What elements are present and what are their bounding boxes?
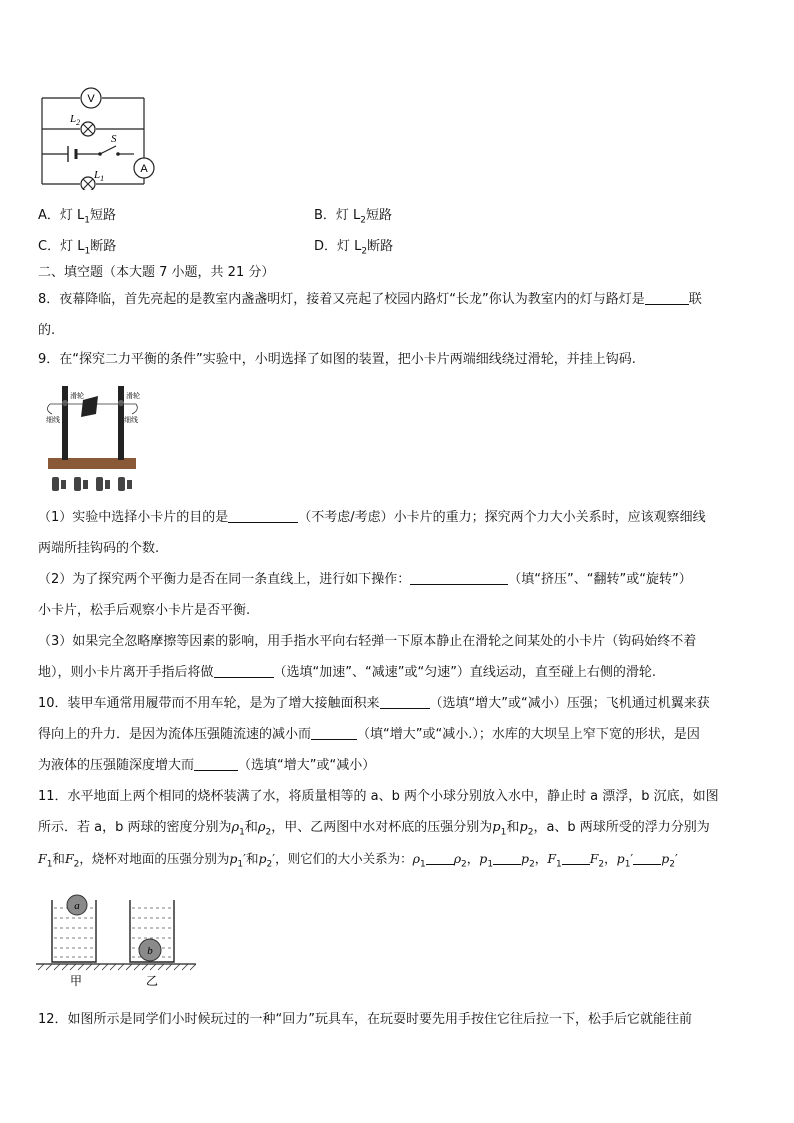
- q11-beakers-figure: [36, 892, 196, 990]
- circuit-diagram: [38, 86, 158, 190]
- q11-blank-1[interactable]: [426, 850, 454, 865]
- lamp-l2-sub: 2: [76, 118, 81, 127]
- beaker-2-label: 乙: [145, 974, 159, 988]
- q9-p3-line1: （3）如果完全忽略摩擦等因素的影响，用手指水平向右轻弹一下原本静止在滑轮之间某处的小卡片（钩码始终不着: [38, 634, 697, 649]
- ammeter-label: A: [140, 163, 148, 175]
- section-title: 二、填空题（本大题 7 小题，共 21 分）: [38, 265, 275, 280]
- ammeter-symbol: [134, 158, 154, 178]
- q11-line2: 所示．若 a，b 两球的密度分别为$\rho_1$和$\rho_2$，甲、乙两图中水对杯底的压强分别为$p_1$和$p_2$，a、b 两球所受的浮力分别为: [38, 820, 710, 838]
- q9-p1-line2: 两端所挂钩码的个数.: [38, 541, 160, 556]
- option-b: B．灯 $L_2$短路: [314, 208, 393, 226]
- q8-line1: 8．夜幕降临，首先亮起的是教室内盏盏明灯，接着又亮起了校园内路灯“长龙”你认为教室内的灯与路灯是 联: [38, 292, 702, 307]
- thread-right-label: 细线: [124, 416, 138, 424]
- pulley-left-label: 滑轮: [70, 392, 84, 400]
- q11-blank-2[interactable]: [493, 850, 521, 865]
- lamp-l1-symbol: [81, 177, 95, 190]
- q11-blank-3[interactable]: [562, 850, 590, 865]
- q9-stem: 9．在“探究二力平衡的条件”实验中，小明选择了如图的装置，把小卡片两端细线绕过滑轮，并挂上钩码.: [38, 352, 636, 367]
- q9-p2-line2: 小卡片，松手后观察小卡片是否平衡.: [38, 603, 251, 618]
- q9-p3-line2: 地），则小卡片离开手指后将做 （选填“加速”、“减速”或“匀速”）直线运动，直至碰上右侧的滑轮.: [38, 665, 657, 680]
- ball-a-label: a: [74, 900, 80, 912]
- pulley-right-label: 滑轮: [126, 392, 140, 400]
- option-c: C．灯 $L_1$断路: [38, 239, 117, 257]
- q10-line2: 得向上的升力．是因为流体压强随流速的减小而 （填“增大”或“减小.）；水库的大坝呈上窄下宽的形状，是因: [38, 727, 700, 742]
- q9-p2-line1: （2）为了探究两个平衡力是否在同一条直线上，进行如下操作： （填“挤压”、“翻转”或“旋转”）: [38, 572, 692, 587]
- q10-line3: 为液体的压强随深度增大而 （选填“增大”或“减小）: [38, 758, 376, 773]
- voltmeter-label: V: [87, 93, 95, 105]
- q9-blank-2[interactable]: [410, 570, 508, 585]
- q11-line3: $F_1$和$F_2$，烧杯对地面的压强分别为$p_1'$和$p_2'$，则它们的大小关系为：$\rho_1$ $\rho_2$，$p_1$ $p_2$，$F_1$ $F_2$，$p_1'$ $p_2'$: [38, 851, 678, 870]
- ball-b-label: b: [147, 945, 153, 957]
- q8-line2: 的.: [38, 323, 56, 338]
- lamp-l2-label: L: [70, 113, 77, 125]
- lamp-l1-label: L: [94, 169, 101, 181]
- q11-blank-4[interactable]: [633, 850, 661, 865]
- q10-blank-1[interactable]: [380, 694, 430, 709]
- switch-label: S: [111, 133, 117, 145]
- voltmeter-symbol: [81, 88, 101, 108]
- option-d: D．灯 $L_2$断路: [314, 239, 394, 257]
- q9-apparatus-figure: [40, 376, 140, 500]
- q12-line1: 12．如图所示是同学们小时候玩过的一种“回力”玩具车，在玩耍时要先用手按住它往后拉一下，松手后它就能往前: [38, 1012, 693, 1027]
- lamp-l2-symbol: [81, 122, 95, 136]
- q8-blank[interactable]: [645, 290, 689, 305]
- q10-line1: 10．装甲车通常用履带而不用车轮，是为了增大接触面积来 （选填“增大”或“减小）压强；飞机通过机翼来获: [38, 696, 710, 711]
- q9-blank-3[interactable]: [214, 663, 274, 678]
- svg-text:L1: [93, 169, 104, 183]
- lamp-l1-sub: 1: [100, 174, 105, 183]
- thread-left-label: 细线: [46, 416, 60, 424]
- beaker-1-label: 甲: [69, 974, 83, 988]
- q9-blank-1[interactable]: [228, 508, 298, 523]
- option-a: A．灯 $L_1$短路: [38, 208, 117, 226]
- svg-text:L2: [69, 113, 80, 127]
- q9-p1-line1: （1）实验中选择小卡片的目的是 （不考虑/考虑）小卡片的重力；探究两个力大小关系时，应该观察细线: [38, 510, 706, 525]
- q10-blank-3[interactable]: [194, 756, 238, 771]
- q11-line1: 11．水平地面上两个相同的烧杯装满了水，将质量相等的 a、b 两个小球分别放入水中，静止时 a 漂浮，b 沉底，如图: [38, 789, 719, 804]
- q10-blank-2[interactable]: [311, 725, 357, 740]
